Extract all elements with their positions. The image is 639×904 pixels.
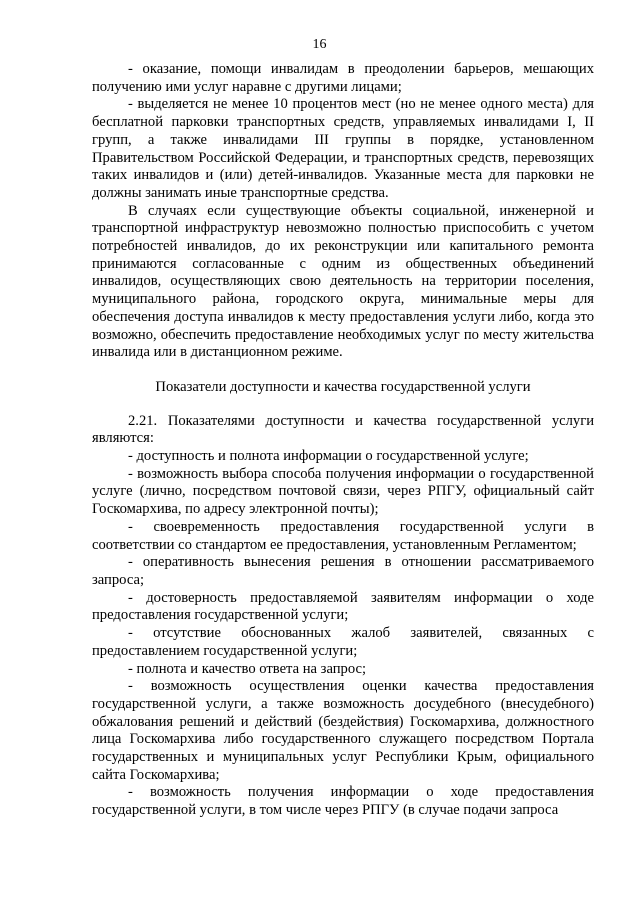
list-item: - своевременность предоставления государственной услуги в соответствии со стандартом ее предоставления, установленным Регламентом; [92, 518, 594, 553]
list-item: - достоверность предоставляемой заявителям информации о ходе предоставления государственной услуги; [92, 589, 594, 624]
list-item: - доступность и полнота информации о государственной услуге; [128, 448, 529, 465]
list-item: - отсутствие обоснованных жалоб заявителей, связанных с предоставлением государственной услуги; [92, 625, 594, 659]
list-item: - оперативность вынесения решения в отношении рассматриваемого запроса; [92, 554, 594, 588]
list-item: - возможность выбора способа получения информации о государственной услуге (лично, посредством почтовой связи, через РПГУ, официальный сайт Госкомархива, по адресу электронной почты); [92, 465, 594, 518]
paragraph: В случаях если существующие объекты социальной, инженерной и транспортной инфраструктур невозможно полностью приспособить с учетом потребностей инвалидов, до их реконструкции или капитального ремонта принимаются согласованные с одним из общественных объединений инвалидов, осуществляющих свою деятельность на территории поселения, муниципального района, городского округа, минимальные меры для обеспечения доступа инвалидов к месту предоставления услуги либо, когда это возможно, обеспечить предоставление необходимых услуг по месту жительства инвалида или в дистанционном режиме. [92, 202, 594, 361]
paragraph: 2.21. Показателями доступности и качества государственной услуги являются: [92, 412, 594, 447]
list-item: - возможность получения информации о ходе предоставления государственной услуги, в том числе через РПГУ (в случае подачи запроса [92, 784, 594, 819]
page-body [92, 61, 594, 820]
paragraph: - выделяется не менее 10 процентов мест (но не менее одного места) для бесплатной парковки транспортных средств, управляемых инвалидами I, II групп, а также инвалидами III группы в порядке, установленном Правительством Российской Федерации, и транспортных средств, перевозящих таких инвалидов и (или) детей-инвалидов. Указанные места для парковки не должны занимать иные транспортные средства. [92, 96, 594, 201]
page-number: 16 [312, 37, 327, 52]
section-heading: Показатели доступности и качества государственной услуги [155, 378, 531, 395]
paragraph: - оказание, помощи инвалидам в преодолении барьеров, мешающих получению ими услуг наравне с другими лицами; [92, 61, 594, 95]
list-item: - возможность осуществления оценки качества предоставления государственной услуги, а также возможность досудебного (внесудебного) обжалования решений и действий (бездействия) Госкомархива, должностного лица Госкомархива либо государственного служащего посредством Портала государственных и муниципальных услуг Республики Крым, официального сайта Госкомархива; [92, 678, 594, 783]
list-item: - полнота и качество ответа на запрос; [128, 660, 367, 677]
